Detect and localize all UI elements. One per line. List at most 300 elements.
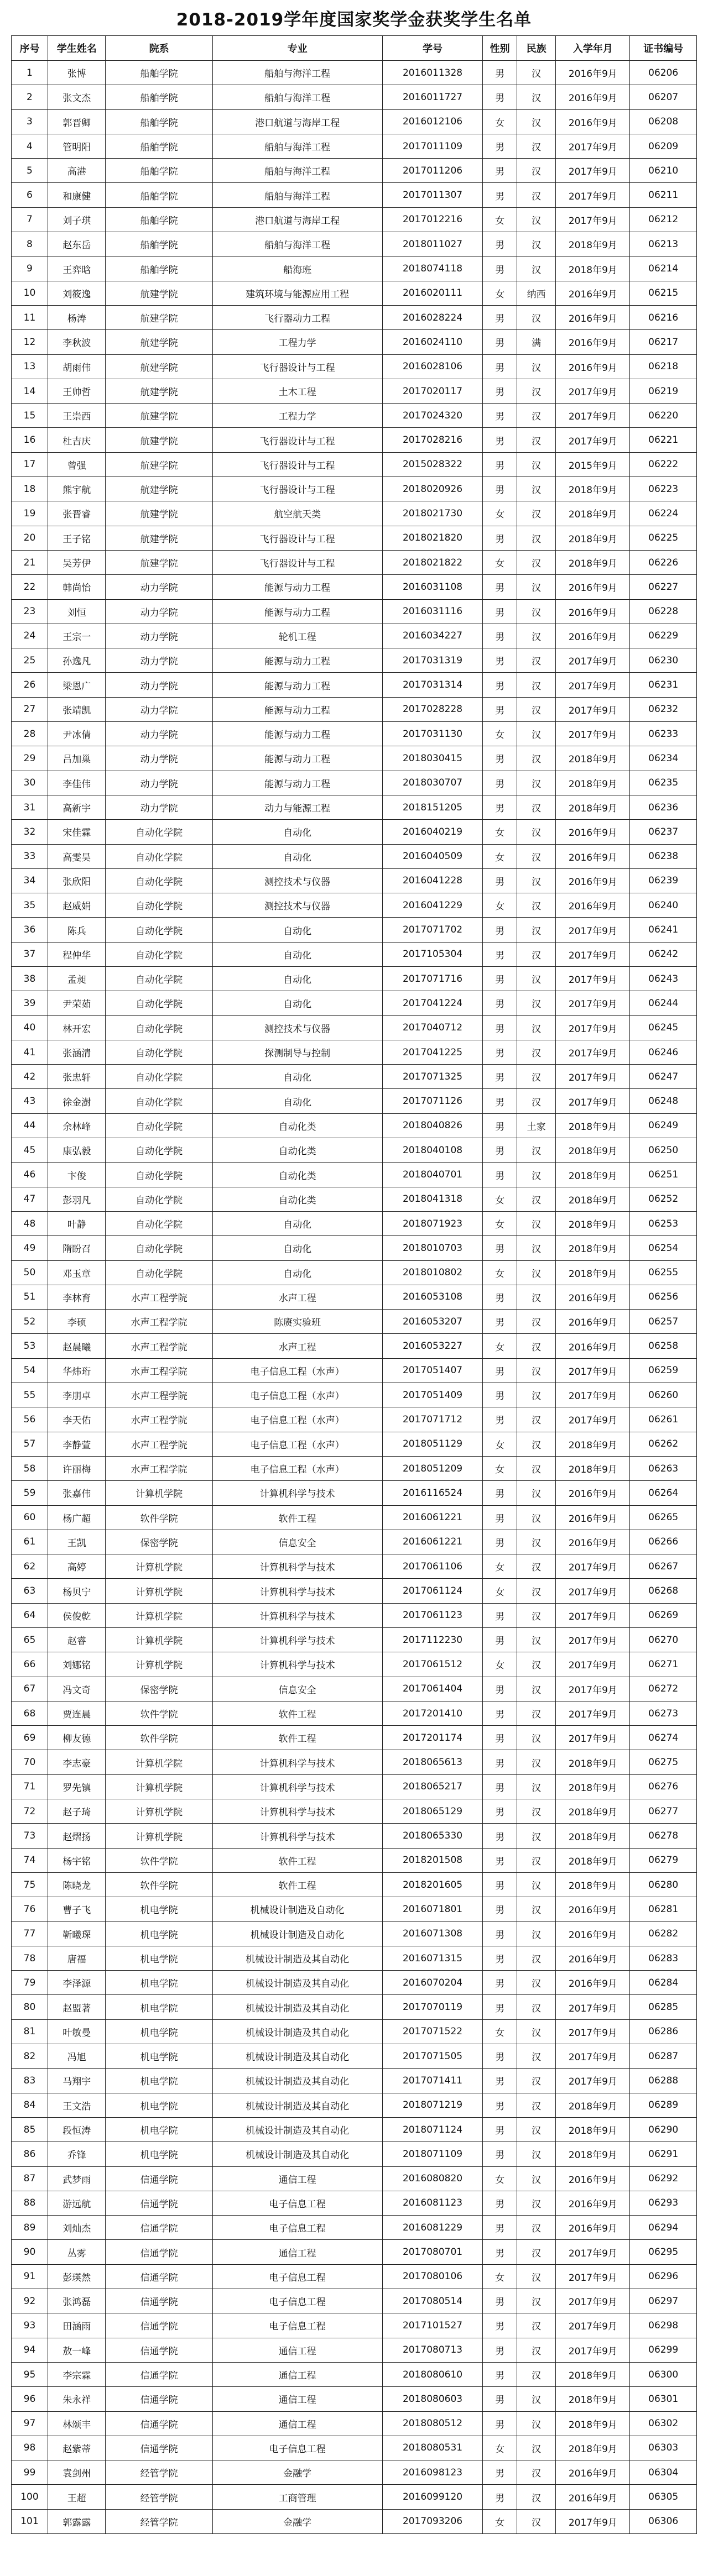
cell-index: 84 [12,2093,48,2117]
cell-ethnicity: 汉 [517,1432,555,1456]
cell-ethnicity: 汉 [517,1481,555,1505]
cell-enroll-date: 2017年9月 [556,2313,630,2338]
cell-gender: 女 [483,501,517,526]
cell-enroll-date: 2017年9月 [556,648,630,673]
cell-school: 动力学院 [106,746,212,771]
cell-gender: 女 [483,1456,517,1480]
cell-ethnicity: 汉 [517,2093,555,2117]
cell-student-name: 余林峰 [48,1113,106,1138]
cell-enroll-date: 2017年9月 [556,1383,630,1407]
cell-student-name: 赵子琦 [48,1799,106,1824]
cell-school: 计算机学院 [106,1774,212,1799]
cell-index: 7 [12,207,48,232]
cell-student-id: 2018011027 [382,232,483,256]
cell-gender: 女 [483,1334,517,1358]
cell-index: 25 [12,648,48,673]
cell-certificate-no: 06211 [630,183,697,207]
cell-student-name: 唐福 [48,1946,106,1970]
cell-index: 83 [12,2069,48,2093]
cell-index: 61 [12,1530,48,1554]
cell-enroll-date: 2017年9月 [556,159,630,183]
cell-certificate-no: 06237 [630,820,697,844]
cell-school: 计算机学院 [106,1554,212,1579]
cell-index: 14 [12,379,48,403]
cell-gender: 男 [483,1505,517,1530]
cell-gender: 男 [483,2362,517,2386]
cell-index: 90 [12,2240,48,2264]
cell-gender: 男 [483,428,517,452]
cell-gender: 男 [483,673,517,697]
cell-gender: 男 [483,2289,517,2313]
cell-gender: 男 [483,330,517,354]
cell-student-id: 2017061123 [382,1603,483,1627]
cell-school: 机电学院 [106,2142,212,2166]
cell-major: 自动化类 [212,1187,382,1211]
cell-enroll-date: 2016年9月 [556,2191,630,2215]
cell-major: 自动化 [212,966,382,991]
cell-student-name: 尹冰倩 [48,722,106,746]
cell-index: 92 [12,2289,48,2313]
cell-certificate-no: 06229 [630,624,697,648]
cell-ethnicity: 汉 [517,85,555,109]
cell-major: 飞行器设计与工程 [212,550,382,574]
cell-enroll-date: 2017年9月 [556,1015,630,1040]
cell-ethnicity: 汉 [517,1774,555,1799]
cell-student-id: 2016080820 [382,2166,483,2191]
cell-student-name: 王帅哲 [48,379,106,403]
cell-student-name: 胡雨伟 [48,354,106,379]
table-row [12,2509,697,2533]
table-row [12,1285,697,1309]
cell-index: 88 [12,2191,48,2215]
cell-ethnicity: 汉 [517,1015,555,1040]
cell-enroll-date: 2017年9月 [556,207,630,232]
cell-ethnicity: 汉 [517,624,555,648]
cell-school: 自动化学院 [106,918,212,942]
table-row [12,477,697,501]
cell-school: 自动化学院 [106,942,212,966]
cell-enroll-date: 2017年9月 [556,1554,630,1579]
cell-ethnicity: 汉 [517,1334,555,1358]
table-row [12,1432,697,1456]
table-row [12,1040,697,1064]
cell-ethnicity: 汉 [517,2166,555,2191]
table-row [12,550,697,574]
cell-student-id: 2016061221 [382,1505,483,1530]
cell-student-name: 曹子飞 [48,1897,106,1921]
cell-school: 自动化学院 [106,1040,212,1064]
cell-certificate-no: 06258 [630,1334,697,1358]
cell-school: 信通学院 [106,2411,212,2436]
cell-index: 37 [12,942,48,966]
cell-student-id: 2017028216 [382,428,483,452]
cell-school: 经管学院 [106,2485,212,2509]
cell-ethnicity: 汉 [517,1138,555,1163]
cell-major: 能源与动力工程 [212,697,382,721]
cell-student-name: 敖一峰 [48,2338,106,2362]
table-row [12,2485,697,2509]
cell-index: 76 [12,1897,48,1921]
cell-student-id: 2018080512 [382,2411,483,2436]
cell-index: 10 [12,281,48,305]
table-row [12,844,697,868]
cell-school: 机电学院 [106,1971,212,1995]
cell-gender: 女 [483,893,517,918]
table-row [12,2142,697,2166]
cell-ethnicity: 汉 [517,648,555,673]
cell-school: 水声工程学院 [106,1310,212,1334]
cell-gender: 女 [483,109,517,134]
cell-major: 船舶与海洋工程 [212,159,382,183]
cell-student-name: 张涵清 [48,1040,106,1064]
cell-student-id: 2016061221 [382,1530,483,1554]
cell-gender: 男 [483,1701,517,1725]
cell-certificate-no: 06207 [630,85,697,109]
cell-ethnicity: 汉 [517,1310,555,1334]
cell-certificate-no: 06274 [630,1726,697,1750]
cell-enroll-date: 2017年9月 [556,2509,630,2533]
cell-certificate-no: 06243 [630,966,697,991]
cell-ethnicity: 汉 [517,1579,555,1603]
cell-student-id: 2018065330 [382,1824,483,1848]
cell-student-id: 2018080603 [382,2387,483,2411]
cell-major: 测控技术与仪器 [212,868,382,893]
cell-student-name: 韩尚怡 [48,575,106,599]
cell-school: 动力学院 [106,673,212,697]
cell-enroll-date: 2017年9月 [556,1652,630,1677]
cell-major: 通信工程 [212,2240,382,2264]
cell-enroll-date: 2016年9月 [556,1285,630,1309]
table-row [12,624,697,648]
cell-index: 41 [12,1040,48,1064]
cell-ethnicity: 汉 [517,1628,555,1652]
cell-certificate-no: 06256 [630,1285,697,1309]
cell-gender: 女 [483,2509,517,2533]
cell-index: 12 [12,330,48,354]
cell-school: 自动化学院 [106,1065,212,1089]
cell-student-name: 李泽源 [48,1971,106,1995]
cell-certificate-no: 06304 [630,2460,697,2485]
cell-student-id: 2016116524 [382,1481,483,1505]
header-gender: 性别 [483,36,517,61]
cell-ethnicity: 汉 [517,1872,555,1897]
table-row [12,2362,697,2386]
cell-enroll-date: 2017年9月 [556,379,630,403]
cell-gender: 男 [483,2313,517,2338]
cell-ethnicity: 汉 [517,795,555,819]
cell-major: 动力与能源工程 [212,795,382,819]
cell-ethnicity: 汉 [517,109,555,134]
cell-certificate-no: 06275 [630,1750,697,1774]
table-row [12,2436,697,2460]
cell-ethnicity: 汉 [517,2460,555,2485]
cell-ethnicity: 汉 [517,1995,555,2019]
cell-index: 49 [12,1236,48,1260]
table-row [12,1211,697,1235]
table-row [12,1652,697,1677]
cell-student-id: 2018201605 [382,1872,483,1897]
cell-gender: 男 [483,746,517,771]
cell-ethnicity: 汉 [517,1652,555,1677]
cell-index: 93 [12,2313,48,2338]
cell-gender: 男 [483,1040,517,1064]
cell-gender: 男 [483,2460,517,2485]
cell-school: 保密学院 [106,1530,212,1554]
cell-student-name: 田涵雨 [48,2313,106,2338]
cell-enroll-date: 2016年9月 [556,109,630,134]
cell-major: 船舶与海洋工程 [212,61,382,85]
cell-student-name: 卞俊 [48,1163,106,1187]
cell-ethnicity: 汉 [517,2436,555,2460]
cell-school: 自动化学院 [106,1211,212,1235]
cell-ethnicity: 汉 [517,379,555,403]
cell-major: 机械设计制造及其自动化 [212,1995,382,2019]
cell-ethnicity: 汉 [517,1089,555,1113]
cell-student-name: 段恒涛 [48,2117,106,2142]
cell-index: 19 [12,501,48,526]
cell-gender: 男 [483,1799,517,1824]
cell-enroll-date: 2017年9月 [556,1628,630,1652]
cell-ethnicity: 汉 [517,1799,555,1824]
cell-student-id: 2018080610 [382,2362,483,2386]
cell-major: 通信工程 [212,2411,382,2436]
cell-enroll-date: 2018年9月 [556,1456,630,1480]
cell-major: 电子信息工程（水声） [212,1456,382,1480]
cell-student-id: 2016070204 [382,1971,483,1995]
header-ethnicity: 民族 [517,36,555,61]
cell-certificate-no: 06247 [630,1065,697,1089]
cell-certificate-no: 06215 [630,281,697,305]
cell-index: 70 [12,1750,48,1774]
cell-gender: 男 [483,918,517,942]
cell-student-id: 2018010802 [382,1260,483,1285]
cell-index: 60 [12,1505,48,1530]
cell-gender: 男 [483,795,517,819]
cell-student-name: 管明阳 [48,134,106,158]
cell-school: 自动化学院 [106,1236,212,1260]
cell-student-id: 2017051409 [382,1383,483,1407]
cell-gender: 男 [483,1750,517,1774]
cell-gender: 女 [483,722,517,746]
cell-major: 电子信息工程（水声） [212,1407,382,1432]
cell-student-id: 2017051407 [382,1358,483,1383]
table-row [12,281,697,305]
cell-ethnicity: 汉 [517,2411,555,2436]
cell-index: 98 [12,2436,48,2460]
cell-index: 66 [12,1652,48,1677]
cell-gender: 女 [483,820,517,844]
cell-school: 经管学院 [106,2460,212,2485]
cell-enroll-date: 2016年9月 [556,1530,630,1554]
table-row [12,1872,697,1897]
table-row [12,1187,697,1211]
cell-gender: 男 [483,183,517,207]
cell-school: 信通学院 [106,2387,212,2411]
cell-student-id: 2017012216 [382,207,483,232]
cell-enroll-date: 2018年9月 [556,2411,630,2436]
cell-student-name: 袁剑州 [48,2460,106,2485]
cell-enroll-date: 2016年9月 [556,354,630,379]
cell-certificate-no: 06266 [630,1530,697,1554]
cell-school: 动力学院 [106,795,212,819]
cell-student-id: 2016081123 [382,2191,483,2215]
cell-major: 电子信息工程 [212,2289,382,2313]
cell-major: 能源与动力工程 [212,599,382,624]
cell-major: 计算机科学与技术 [212,1774,382,1799]
table-row [12,2166,697,2191]
table-row [12,893,697,918]
cell-student-name: 王超 [48,2485,106,2509]
cell-school: 船舶学院 [106,159,212,183]
cell-student-name: 赵晨曦 [48,1334,106,1358]
cell-student-name: 曾强 [48,452,106,477]
cell-certificate-no: 06245 [630,1015,697,1040]
cell-student-id: 2017071702 [382,918,483,942]
cell-student-id: 2017101527 [382,2313,483,2338]
cell-student-id: 2016024110 [382,330,483,354]
cell-enroll-date: 2016年9月 [556,2166,630,2191]
table-row [12,354,697,379]
table-row [12,1505,697,1530]
cell-major: 自动化 [212,1260,382,1285]
cell-enroll-date: 2018年9月 [556,771,630,795]
cell-school: 机电学院 [106,1921,212,1946]
cell-certificate-no: 06223 [630,477,697,501]
cell-enroll-date: 2016年9月 [556,1334,630,1358]
cell-school: 计算机学院 [106,1603,212,1627]
cell-student-id: 2017112230 [382,1628,483,1652]
cell-student-name: 刘子琪 [48,207,106,232]
cell-index: 42 [12,1065,48,1089]
cell-certificate-no: 06291 [630,2142,697,2166]
cell-student-name: 张嘉伟 [48,1481,106,1505]
cell-certificate-no: 06248 [630,1089,697,1113]
cell-school: 航建学院 [106,526,212,550]
cell-student-name: 杨涛 [48,305,106,329]
cell-ethnicity: 汉 [517,1677,555,1701]
cell-certificate-no: 06288 [630,2069,697,2093]
cell-student-name: 王弈晗 [48,256,106,281]
cell-index: 1 [12,61,48,85]
cell-ethnicity: 汉 [517,428,555,452]
cell-major: 自动化 [212,1065,382,1089]
table-row [12,1726,697,1750]
table-body [12,61,697,2534]
cell-student-id: 2017011206 [382,159,483,183]
cell-index: 31 [12,795,48,819]
cell-enroll-date: 2017年9月 [556,2069,630,2093]
cell-gender: 女 [483,2019,517,2044]
table-row [12,1897,697,1921]
cell-major: 计算机科学与技术 [212,1652,382,1677]
cell-ethnicity: 汉 [517,2289,555,2313]
cell-school: 机电学院 [106,2117,212,2142]
table-row [12,771,697,795]
cell-ethnicity: 汉 [517,134,555,158]
cell-student-id: 2017071505 [382,2044,483,2069]
cell-gender: 男 [483,1407,517,1432]
cell-student-id: 2018074118 [382,256,483,281]
cell-enroll-date: 2016年9月 [556,1505,630,1530]
cell-student-id: 2017031319 [382,648,483,673]
cell-gender: 男 [483,1383,517,1407]
cell-major: 电子信息工程（水声） [212,1432,382,1456]
cell-enroll-date: 2017年9月 [556,1995,630,2019]
cell-index: 43 [12,1089,48,1113]
cell-index: 65 [12,1628,48,1652]
cell-major: 船舶与海洋工程 [212,183,382,207]
cell-student-id: 2017201174 [382,1726,483,1750]
cell-enroll-date: 2016年9月 [556,1921,630,1946]
cell-student-id: 2016041228 [382,868,483,893]
table-row [12,501,697,526]
cell-certificate-no: 06224 [630,501,697,526]
cell-gender: 男 [483,159,517,183]
cell-major: 机械设计制造及其自动化 [212,2093,382,2117]
cell-certificate-no: 06279 [630,1848,697,1872]
cell-school: 软件学院 [106,1701,212,1725]
cell-gender: 男 [483,452,517,477]
table-row [12,746,697,771]
cell-ethnicity: 汉 [517,1456,555,1480]
cell-ethnicity: 汉 [517,1285,555,1309]
cell-ethnicity: 汉 [517,2362,555,2386]
cell-certificate-no: 06222 [630,452,697,477]
cell-gender: 男 [483,1138,517,1163]
cell-ethnicity: 汉 [517,1971,555,1995]
cell-school: 信通学院 [106,2216,212,2240]
cell-certificate-no: 06303 [630,2436,697,2460]
cell-gender: 男 [483,477,517,501]
cell-student-id: 2016071308 [382,1921,483,1946]
cell-student-id: 2016040509 [382,844,483,868]
cell-certificate-no: 06206 [630,61,697,85]
cell-index: 95 [12,2362,48,2386]
cell-student-name: 张靖凯 [48,697,106,721]
cell-ethnicity: 汉 [517,550,555,574]
table-row [12,599,697,624]
cell-certificate-no: 06249 [630,1113,697,1138]
cell-enroll-date: 2017年9月 [556,1065,630,1089]
cell-index: 39 [12,991,48,1015]
cell-gender: 女 [483,1260,517,1285]
cell-index: 48 [12,1211,48,1235]
cell-student-id: 2016034227 [382,624,483,648]
cell-school: 水声工程学院 [106,1285,212,1309]
table-row [12,2191,697,2215]
cell-gender: 男 [483,1015,517,1040]
cell-major: 软件工程 [212,1848,382,1872]
cell-ethnicity: 汉 [517,966,555,991]
table-row [12,256,697,281]
table-row [12,966,697,991]
cell-school: 计算机学院 [106,1799,212,1824]
cell-certificate-no: 06244 [630,991,697,1015]
cell-gender: 男 [483,526,517,550]
cell-certificate-no: 06306 [630,2509,697,2533]
cell-index: 3 [12,109,48,134]
cell-ethnicity: 汉 [517,991,555,1015]
cell-index: 53 [12,1334,48,1358]
cell-student-id: 2016011727 [382,85,483,109]
cell-student-id: 2017041224 [382,991,483,1015]
cell-student-name: 赵威娟 [48,893,106,918]
cell-ethnicity: 汉 [517,1407,555,1432]
cell-student-name: 李志豪 [48,1750,106,1774]
cell-gender: 男 [483,2191,517,2215]
cell-major: 金融学 [212,2460,382,2485]
cell-index: 74 [12,1848,48,1872]
